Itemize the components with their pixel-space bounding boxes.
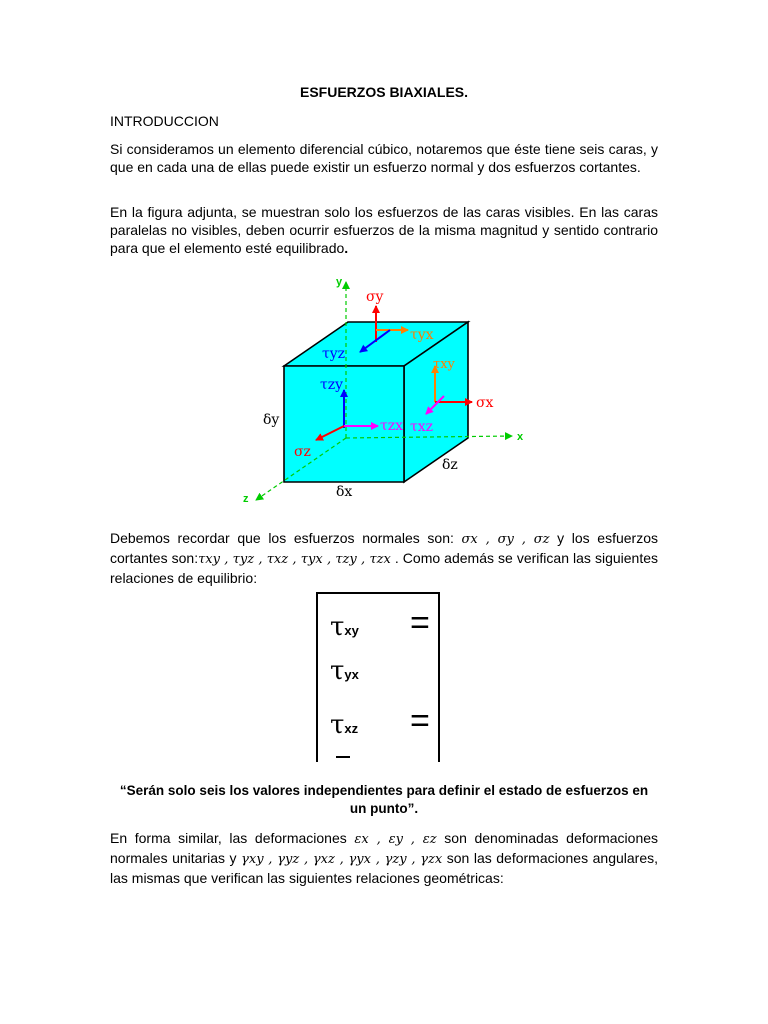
y-axis-label: y	[336, 276, 343, 288]
figure-description-end: .	[344, 240, 349, 256]
equation-tau-xz: τxz	[330, 710, 359, 740]
delta-y-label: δy	[263, 412, 280, 428]
strains-text-b: son denominadas deformaciones normales unitarias y	[110, 830, 659, 866]
tau-yx-label: τyx	[410, 327, 434, 343]
delta-x-label: δx	[336, 484, 353, 500]
independent-values-quote: “Serán solo seis los valores independientes para definir el estado de esfuerzos en un punto”.	[119, 783, 649, 816]
tau-yz-label: τyz	[322, 346, 346, 362]
normal-stresses-symbols: σx , σy , σz	[461, 532, 550, 547]
sigma-y-label: σy	[366, 289, 384, 305]
shear-stresses-symbols: τxy , τyz , τxz , τyx , τzy , τzx	[198, 552, 391, 567]
tau-xy-label: τxy	[433, 357, 455, 372]
tau-zy-label: τzy	[320, 377, 344, 393]
section-heading: INTRODUCCION	[110, 113, 219, 129]
stresses-text-a: Debemos recordar que los esfuerzos normales son:	[110, 530, 462, 546]
equilibrium-equations-box	[316, 592, 440, 762]
x-axis-label: x	[517, 431, 524, 443]
stresses-paragraph	[110, 529, 658, 587]
sigma-z-label: σz	[294, 444, 311, 460]
equation-cropped-glyph	[336, 756, 350, 758]
strains-text-a: En forma similar, las deformaciones	[110, 830, 355, 846]
figure-description-text: En la figura adjunta, se muestran solo los esfuerzos de las caras visibles. En las caras paralelas no visibles, deben ocurrir esfuerzos de la misma magnitud y sentido contrario para que el elemento esté equilibrado	[110, 204, 658, 256]
stresses-text-b: y los esfuerzos cortantes son:	[110, 530, 658, 566]
stresses-text-c: . Como además se verifican las siguientes relaciones de equilibrio:	[110, 550, 658, 586]
stress-cube-figure	[230, 268, 550, 508]
page-title: ESFUERZOS BIAXIALES.	[299, 84, 469, 100]
equation-tau-yx: τyx	[330, 656, 359, 686]
delta-z-label: δz	[442, 457, 458, 473]
tau-xz-label: τxz	[410, 419, 434, 435]
sigma-x-label: σx	[476, 395, 494, 411]
angular-strains-symbols: γxy , γyz , γxz , γyx , γzy , γzx	[241, 852, 443, 867]
equation-equals-2: =	[410, 702, 430, 740]
z-axis-label: z	[243, 493, 249, 505]
strains-text-c: son las deformaciones angulares, las mismas que verifican las siguientes relaciones geométricas:	[110, 850, 658, 886]
strains-paragraph	[110, 829, 658, 887]
equation-equals-1: =	[410, 604, 430, 642]
tau-zx-label: τzx	[380, 418, 404, 434]
figure-description-paragraph	[110, 203, 658, 257]
intro-paragraph: Si consideramos un elemento diferencial cúbico, notaremos que éste tiene seis caras, y que en cada una de ellas puede existir un esfuerzo normal y dos esfuerzos cortantes.	[110, 141, 658, 175]
normal-strains-symbols: εx , εy , εz	[354, 832, 437, 847]
equation-tau-xy: τxy	[330, 612, 359, 642]
